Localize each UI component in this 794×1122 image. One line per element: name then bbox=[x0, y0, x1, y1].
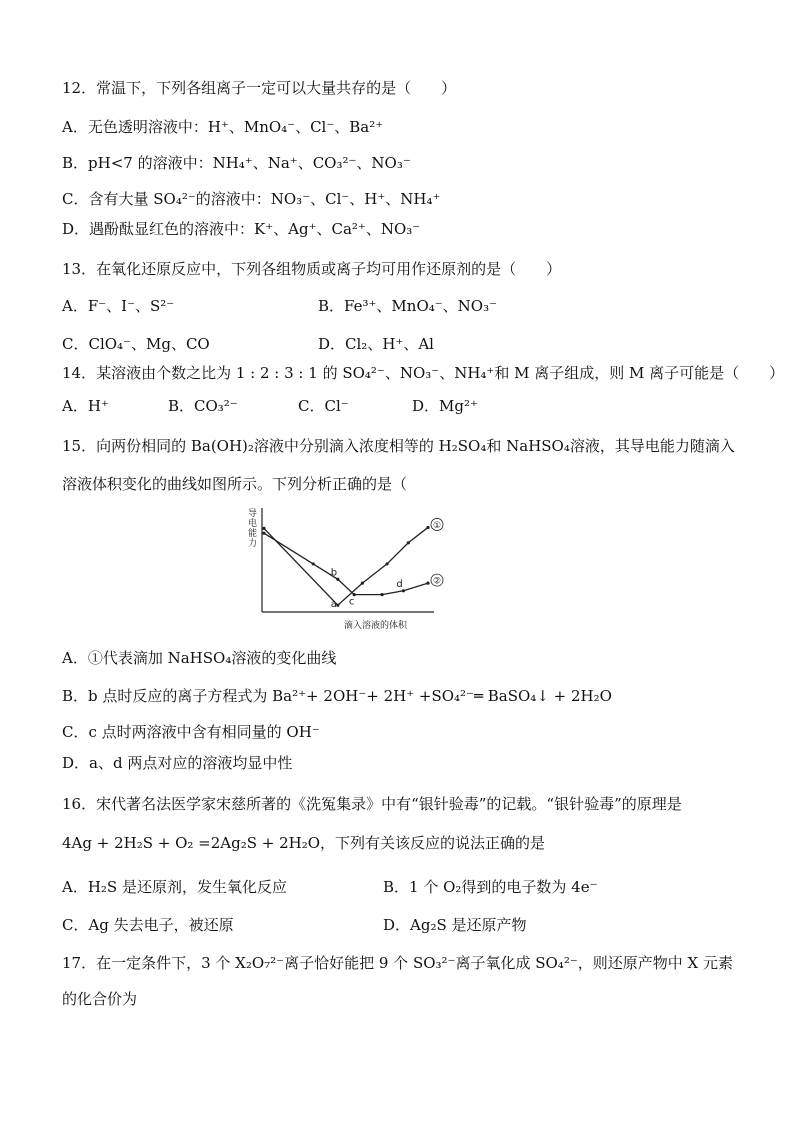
q13-option-b: B．Fe³⁺、MnO₄⁻、NO₃⁻ bbox=[318, 297, 498, 315]
q14-stem: 14．某溶液由个数之比为 1 : 2 : 3 : 1 的 SO₄²⁻、NO₃⁻、NH₄⁺和 M 离子组成，则 M 离子可能是（ ） bbox=[62, 364, 785, 382]
q16-stem-line1: 16．宋代著名法医学家宋慈所著的《洗冤集录》中有“银针验毒”的记载。“银针验毒”的原理是 bbox=[62, 795, 682, 813]
q16-option-b: B．1 个 O₂得到的电子数为 4e⁻ bbox=[383, 878, 598, 896]
q17-stem-line1: 17．在一定条件下，3 个 X₂O₇²⁻离子恰好能把 9 个 SO₃²⁻离子氧化成 SO₄²⁻，则还原产物中 X 元素 bbox=[62, 954, 733, 972]
q15-option-c: C．c 点时两溶液中含有相同量的 OH⁻ bbox=[62, 723, 320, 741]
series-1-point-2 bbox=[361, 582, 364, 585]
series-2-point-4 bbox=[380, 593, 383, 596]
series-1-label: ① bbox=[432, 520, 442, 531]
q14-option-d: D．Mg²⁺ bbox=[412, 397, 478, 415]
q15-option-a: A．①代表滴加 NaHSO₄溶液的变化曲线 bbox=[62, 649, 337, 667]
q16-option-a: A．H₂S 是还原剂，发生氧化反应 bbox=[62, 878, 287, 896]
chart-xlabel: 滴入溶液的体积 bbox=[344, 621, 408, 631]
q15-stem-line2: 溶液体积变化的曲线如图所示。下列分析正确的是（ bbox=[62, 475, 408, 493]
q16-option-d: D．Ag₂S 是还原产物 bbox=[383, 916, 527, 934]
q15-option-d: D．a、d 两点对应的溶液均显中性 bbox=[62, 754, 293, 772]
series-2-point-0 bbox=[262, 532, 265, 535]
q14-option-c: C．Cl⁻ bbox=[298, 397, 349, 415]
series-line-2 bbox=[264, 533, 428, 594]
series-1-point-3 bbox=[385, 562, 388, 565]
q15-option-b: B．b 点时反应的离子方程式为 Ba²⁺+ 2OH⁻+ 2H⁺ +SO₄²⁻═ BaSO₄↓ + 2H₂O bbox=[62, 687, 612, 705]
q13-option-c: C．ClO₄⁻、Mg、CO bbox=[62, 335, 210, 353]
q12-stem: 12．常温下，下列各组离子一定可以大量共存的是（ ） bbox=[62, 79, 457, 97]
series-1-point-0 bbox=[262, 527, 265, 530]
q12-option-c: C．含有大量 SO₄²⁻的溶液中：NO₃⁻、Cl⁻、H⁺、NH₄⁺ bbox=[62, 190, 441, 208]
q17-stem-line2: 的化合价为 bbox=[62, 990, 138, 1008]
series-2-point-1 bbox=[312, 562, 315, 565]
point-label-a: a bbox=[330, 599, 337, 611]
q13-stem: 13．在氧化还原反应中，下列各组物质或离子均可用作还原剂的是（ ） bbox=[62, 260, 562, 278]
q16-option-c: C．Ag 失去电子，被还原 bbox=[62, 916, 234, 934]
chart-ylabel: 导电能力 bbox=[248, 509, 258, 549]
series-line-1 bbox=[264, 527, 428, 605]
q16-stem-line2: 4Ag + 2H₂S + O₂ =2Ag₂S + 2H₂O，下列有关该反应的说法正确的是 bbox=[62, 834, 546, 852]
q12-option-d: D．遇酚酞显红色的溶液中：K⁺、Ag⁺、Ca²⁺、NO₃⁻ bbox=[62, 220, 421, 238]
point-label-c: c bbox=[348, 596, 355, 608]
series-1-point-4 bbox=[407, 541, 410, 544]
series-2-point-6 bbox=[426, 582, 429, 585]
q12-option-a: A．无色透明溶液中：H⁺、MnO₄⁻、Cl⁻、Ba²⁺ bbox=[62, 118, 384, 136]
q14-option-a: A．H⁺ bbox=[62, 397, 109, 415]
q12-option-b: B．pH<7 的溶液中：NH₄⁺、Na⁺、CO₃²⁻、NO₃⁻ bbox=[62, 154, 411, 172]
conductivity-chart bbox=[238, 504, 448, 634]
series-1-point-5 bbox=[426, 526, 429, 529]
point-label-d: d bbox=[396, 578, 403, 590]
q15-stem-line1: 15．向两份相同的 Ba(OH)₂溶液中分别滴入浓度相等的 H₂SO₄和 NaHSO₄溶液，其导电能力随滴入 bbox=[62, 437, 735, 455]
q13-option-a: A．F⁻、I⁻、S²⁻ bbox=[62, 297, 175, 315]
point-label-b: b bbox=[330, 567, 338, 579]
series-2-label: ② bbox=[432, 576, 442, 587]
q14-option-b: B．CO₃²⁻ bbox=[168, 397, 238, 415]
q13-option-d: D．Cl₂、H⁺、Al bbox=[318, 335, 434, 353]
